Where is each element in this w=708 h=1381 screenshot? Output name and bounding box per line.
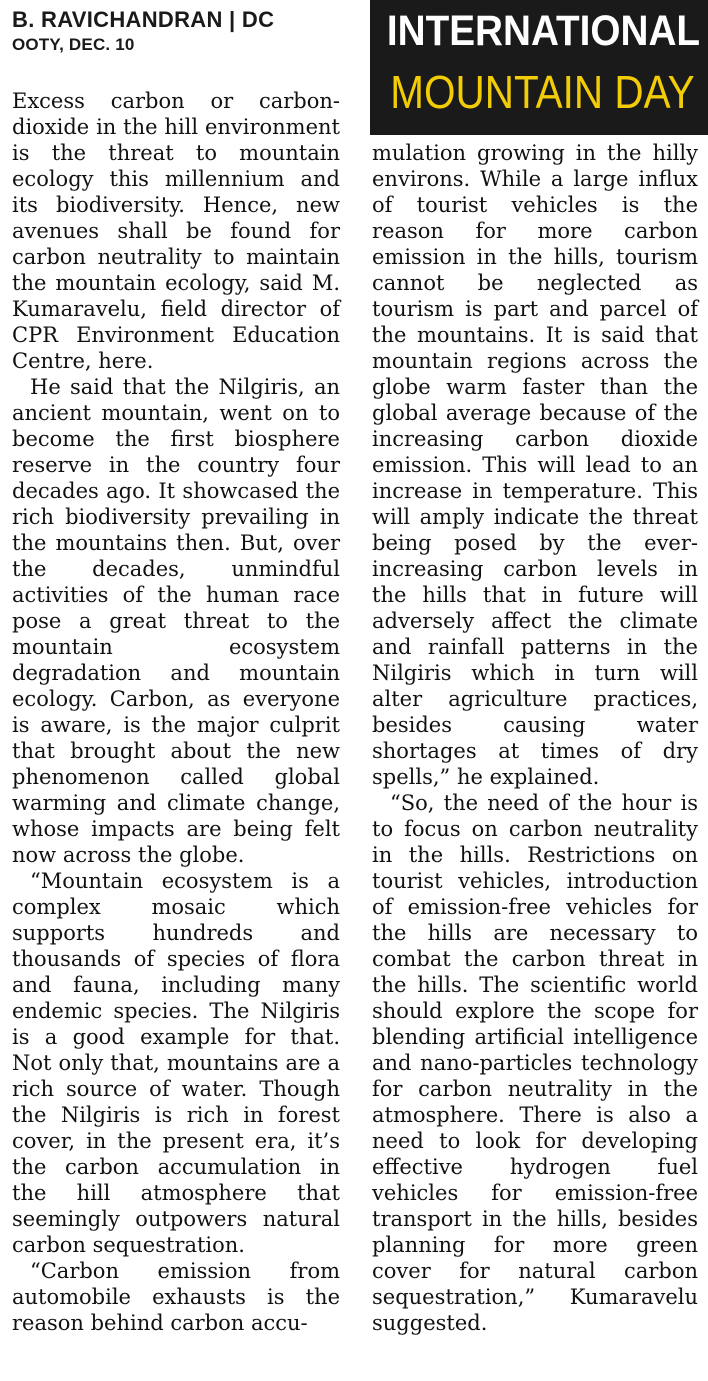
banner-title-line-2: MOUNTAIN DAY bbox=[390, 66, 695, 118]
article-paragraph: mulation growing in the hilly environs. While a large influx of tourist vehicles is the reason for more carbon emission in the hills, tourism cannot be neglected as tourism is part and parcel of the mountains. It is said that mountain regions across the globe warm faster than the global average because of the increasing carbon dioxide emission. This will lead to an increase in temperature. This will amply indicate the threat being posed by the ever-increasing carbon levels in the hills that in future will adversely affect the climate and rainfall patterns in the Nilgiris which in turn will alter agriculture practices, besides causing water shortages at times of dry spells,” he explained. bbox=[372, 141, 698, 789]
article-paragraph: “Carbon emission from automobile exhausts is the reason behind carbon accu- bbox=[12, 1259, 340, 1335]
author-name: B. RAVICHANDRAN | DC bbox=[12, 7, 275, 32]
banner-title-line-1: INTERNATIONAL bbox=[386, 7, 701, 55]
article-column-right bbox=[372, 140, 698, 1336]
article-paragraph: “Mountain ecosystem is a complex mosaic which supports hundreds and thousands of species of flora and fauna, including many endemic species. The Nilgiris is a good example for that. Not only that, mountains are a rich source of water. Though the Nilgiris is rich in forest cover, in the present era, it’s the carbon accumulation in the hill atmosphere that seemingly outpowers natural carbon sequestration. bbox=[12, 869, 340, 1257]
article-paragraph: He said that the Nilgiris, an ancient mountain, went on to become the first biosphere reserve in the country four decades ago. It showcased the rich biodiversity prevailing in the mountains then. But, over the decades, unmindful activities of the human race pose a great threat to the mountain ecosystem degradation and mountain ecology. Carbon, as everyone is aware, is the major culprit that brought about the new phenomenon called global warming and climate change, whose impacts are being felt now across the globe. bbox=[12, 375, 340, 867]
article-paragraph: Excess carbon or carbon-dioxide in the hill environment is the threat to mountain ecology this millennium and its biodiversity. Hence, new avenues shall be found for carbon neutrality to maintain the mountain ecology, said M. Kumaravelu, field director of CPR Environment Education Centre, here. bbox=[12, 89, 340, 373]
dateline: OOTY, DEC. 10 bbox=[12, 35, 135, 54]
article-column-left bbox=[12, 88, 340, 1336]
event-banner bbox=[370, 0, 708, 135]
article-paragraph: “So, the need of the hour is to focus on carbon neutrality in the hills. Restrictions on tourist vehicles, introduction of emission-free vehicles for the hills are necessary to combat the carbon threat in the hills. The scientific world should explore the scope for blending artificial intelligence and nano-particles technology for carbon neutrality in the atmosphere. There is also a need to look for developing effective hydrogen fuel vehicles for emission-free transport in the hills, besides planning for more green cover for natural carbon sequestration,” Kumaravelu suggested. bbox=[372, 791, 698, 1335]
byline bbox=[12, 6, 274, 56]
